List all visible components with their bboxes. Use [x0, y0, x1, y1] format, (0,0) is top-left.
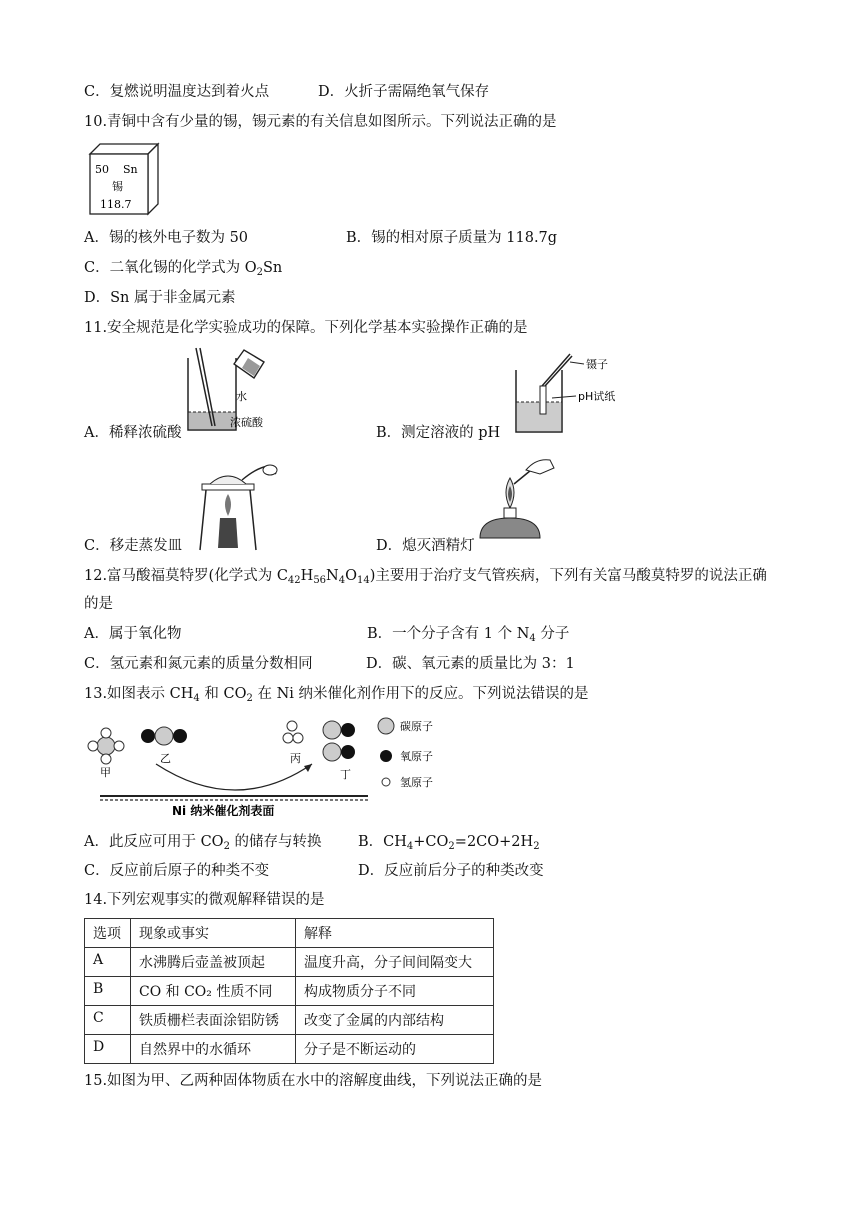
- dilute-acid-figure: [182, 344, 282, 436]
- q12-stem-line1: 12.富马酸福莫特罗(化学式为 $C_{42}H_{56}N_4O_{14}$)主要用于治疗支气管疾病，下列有关富马酸莫特罗的说法正确: [84, 568, 767, 586]
- q13-option-b: B．$CH_4+CO_2=2CO+2H_2$: [358, 834, 540, 852]
- ph-test-figure: [512, 346, 640, 438]
- q11-option-c: C．移走蒸发皿: [84, 538, 183, 554]
- label-ding: 丁: [340, 768, 351, 781]
- q9-option-c: C．复燃说明温度达到着火点: [84, 84, 270, 100]
- q10-option-c: C．二氧化锡的化学式为 $O_2Sn$: [84, 260, 283, 278]
- q13-option-a: A．此反应可用于 $CO_2$ 的储存与转换: [84, 834, 322, 852]
- q15-stem: 15.如图为甲、乙两种固体物质在水中的溶解度曲线，下列说法正确的是: [84, 1073, 543, 1089]
- q13-stem: 13.如图表示 $CH_4$ 和 $CO_2$ 在 Ni 纳米催化剂作用下的反应。下列说法错误的是: [84, 686, 589, 704]
- q13-option-c: C．反应前后原子的种类不变: [84, 863, 270, 879]
- q11-option-d: D．熄灭酒精灯: [376, 538, 475, 554]
- table-row: [85, 1006, 494, 1035]
- q10-option-a: A．锡的核外电子数为 50: [84, 230, 249, 246]
- card-element-name: 锡: [112, 180, 123, 193]
- label-water: 水: [236, 390, 247, 403]
- q10-stem: 10.青铜中含有少量的锡，锡元素的有关信息如图所示。下列说法正确的是: [84, 114, 557, 130]
- q12-option-d: D．碳、氧元素的质量比为 3：1: [366, 656, 575, 672]
- table-header-row: [85, 919, 494, 948]
- legend-carbon: 碳原子: [400, 720, 433, 733]
- header-explanation: 解释: [296, 919, 494, 948]
- q12-option-c: C．氢元素和氮元素的质量分数相同: [84, 656, 313, 672]
- header-fact: 现象或事实: [131, 919, 296, 948]
- q11-stem: 11.安全规范是化学实验成功的保障。下列化学基本实验操作正确的是: [84, 320, 528, 336]
- label-conc-sulfuric: 浓硫酸: [230, 416, 263, 429]
- table-cell: 自然界中的水循环: [131, 1035, 296, 1064]
- q13-option-d: D．反应前后分子的种类改变: [358, 863, 544, 879]
- table-cell: 水沸腾后壶盖被顶起: [131, 948, 296, 977]
- legend-hydrogen: 氢原子: [400, 776, 433, 789]
- table-cell: 分子是不断运动的: [296, 1035, 494, 1064]
- q9-option-d: D．火折子需隔绝氧气保存: [318, 84, 490, 100]
- q14-table: [84, 918, 494, 1064]
- header-option: 选项: [85, 919, 131, 948]
- label-catalyst-surface: Ni 纳米催化剂表面: [172, 804, 275, 816]
- table-cell: A: [85, 948, 131, 977]
- q14-stem: 14.下列宏观事实的微观解释错误的是: [84, 892, 325, 908]
- legend-oxygen: 氧原子: [400, 750, 433, 763]
- table-row: [85, 1035, 494, 1064]
- label-ph-paper: pH试纸: [578, 390, 616, 403]
- label-jia: 甲: [100, 766, 111, 779]
- table-cell: C: [85, 1006, 131, 1035]
- reaction-diagram: [86, 712, 446, 816]
- card-symbol: Sn: [123, 163, 138, 176]
- q10-option-b: B．锡的相对原子质量为 118.7g: [346, 230, 558, 246]
- tin-element-card: [86, 140, 162, 216]
- card-atomic-number: 50: [95, 163, 109, 176]
- alcohol-lamp-figure: [470, 454, 560, 550]
- q11-option-b: B．测定溶液的 pH: [376, 425, 501, 441]
- q11-option-a: A．稀释浓硫酸: [84, 425, 182, 441]
- label-yi: 乙: [160, 752, 171, 765]
- q10-option-d: D．Sn 属于非金属元素: [84, 290, 236, 306]
- table-cell: CO 和 CO₂ 性质不同: [131, 977, 296, 1006]
- table-cell: 铁质栅栏表面涂铝防锈: [131, 1006, 296, 1035]
- evaporating-dish-figure: [196, 458, 282, 554]
- table-cell: B: [85, 977, 131, 1006]
- q12-stem-line2: 的是: [84, 596, 113, 612]
- table-cell: 构成物质分子不同: [296, 977, 494, 1006]
- label-bing: 丙: [290, 752, 301, 765]
- q12-option-b: B．一个分子含有 1 个 $N_4$ 分子: [367, 626, 570, 644]
- label-tweezers: 镊子: [586, 358, 608, 371]
- table-row: [85, 948, 494, 977]
- table-cell: 温度升高，分子间间隔变大: [296, 948, 494, 977]
- table-row: [85, 977, 494, 1006]
- table-cell: 改变了金属的内部结构: [296, 1006, 494, 1035]
- q12-option-a: A．属于氧化物: [84, 626, 182, 642]
- card-atomic-mass: 118.7: [100, 198, 132, 211]
- table-cell: D: [85, 1035, 131, 1064]
